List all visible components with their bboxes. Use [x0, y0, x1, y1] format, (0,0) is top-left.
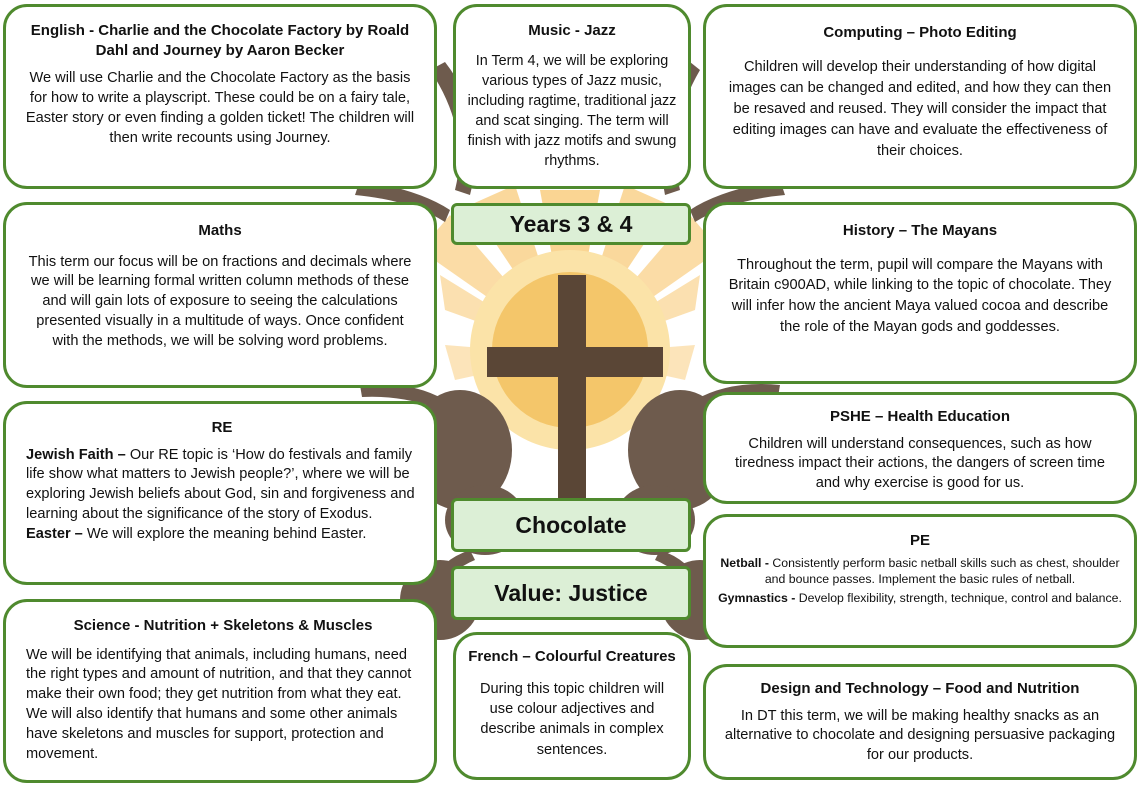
pe-card	[703, 514, 1137, 648]
history-card	[703, 202, 1137, 384]
pe-gym-label: Gymnastics -	[718, 590, 796, 605]
science-body: We will be identifying that animals, including humans, need the right types and amount of nutrition, and that they cannot make their own food; they get nutrition from what they eat. We will also identify that humans and some other animals have skeletons and muscles for support, protection and movement.	[26, 646, 412, 762]
re-easter-label: Easter –	[26, 525, 83, 542]
history-title: History – The Mayans	[842, 222, 998, 239]
english-title: English - Charlie and the Chocolate Factory by Roald Dahl and Journey by Aaron Becker	[30, 22, 410, 59]
re-title: RE	[211, 419, 233, 436]
computing-title: Computing – Photo Editing	[823, 24, 1017, 41]
maths-card	[3, 202, 437, 388]
dt-title: Design and Technology – Food and Nutrition	[760, 680, 1080, 697]
value-label: Value: Justice	[451, 566, 691, 620]
maths-body: This term our focus will be on fractions and decimals where we will be learning formal written column methods of these and will gain lots of exposure to seeing the calculations presented visually in a multitude of ways. Once confident with the methods, we will be solving word problems.	[28, 253, 412, 349]
music-title: Music - Jazz	[528, 22, 616, 39]
pshe-body: Children will understand consequences, such as how tiredness impact their actions, the dangers of screen time and why exercise is good for us.	[735, 435, 1105, 492]
history-body: Throughout the term, pupil will compare the Mayans with Britain c900AD, while linking to the topic of chocolate. They will infer how the ancient Maya valued cocoa and describe the role of the Mayan gods and goddesses.	[728, 256, 1112, 335]
re-easter-text: We will explore the meaning behind Easter.	[82, 525, 367, 542]
pshe-card	[703, 392, 1137, 504]
pe-netball-text: Consistently perform basic netball skills such as chest, shoulder and bounce passes. Implement the basic rules of netball.	[764, 555, 1120, 587]
french-card	[453, 632, 691, 780]
english-body: We will use Charlie and the Chocolate Factory as the basis for how to write a playscript. These could be on a fairy tale, Easter story or even finding a golden ticket! The children will then write recounts using Journey.	[25, 70, 415, 147]
re-jewish-text: Our RE topic is ‘How do festivals and family life show what matters to Jewish people?’, where we will be exploring Jewish beliefs about God, sin and forgiveness and learning about the significance of the story of Exodus.	[26, 446, 415, 523]
dt-card	[703, 664, 1137, 780]
years-label: Years 3 & 4	[451, 203, 691, 245]
computing-body: Children will develop their understanding of how digital images can be changed and edited, and how they can then be resaved and reused. They will consider the impact that editing images can have and evaluate the effectiveness of their choices.	[728, 58, 1112, 159]
science-title: Science - Nutrition + Skeletons & Muscles	[73, 617, 373, 634]
pshe-title: PSHE – Health Education	[829, 408, 1011, 425]
pe-gymnastics	[714, 590, 1126, 607]
re-card	[3, 401, 437, 585]
music-body: In Term 4, we will be exploring various types of Jazz music, including ragtime, traditional jazz and scat singing. The term will finish with jazz motifs and swung rhythms.	[467, 52, 677, 170]
music-card	[453, 4, 691, 189]
re-jewish-label: Jewish Faith –	[26, 446, 126, 463]
science-card	[3, 599, 437, 783]
re-body	[26, 446, 418, 545]
pe-netball-label: Netball -	[720, 555, 769, 570]
french-title: French – Colourful Creatures	[468, 648, 676, 665]
english-card	[3, 4, 437, 189]
maths-title: Maths	[198, 222, 242, 239]
pe-netball	[714, 555, 1126, 588]
dt-body: In DT this term, we will be making healthy snacks as an alternative to chocolate and designing persuasive packaging for our products.	[724, 707, 1116, 764]
french-body: During this topic children will use colour adjectives and describe animals in complex sentences.	[479, 680, 665, 758]
pe-gym-text: Develop flexibility, strength, technique, control and balance.	[795, 590, 1122, 605]
topic-label: Chocolate	[451, 498, 691, 552]
computing-card	[703, 4, 1137, 189]
pe-title: PE	[909, 532, 930, 549]
